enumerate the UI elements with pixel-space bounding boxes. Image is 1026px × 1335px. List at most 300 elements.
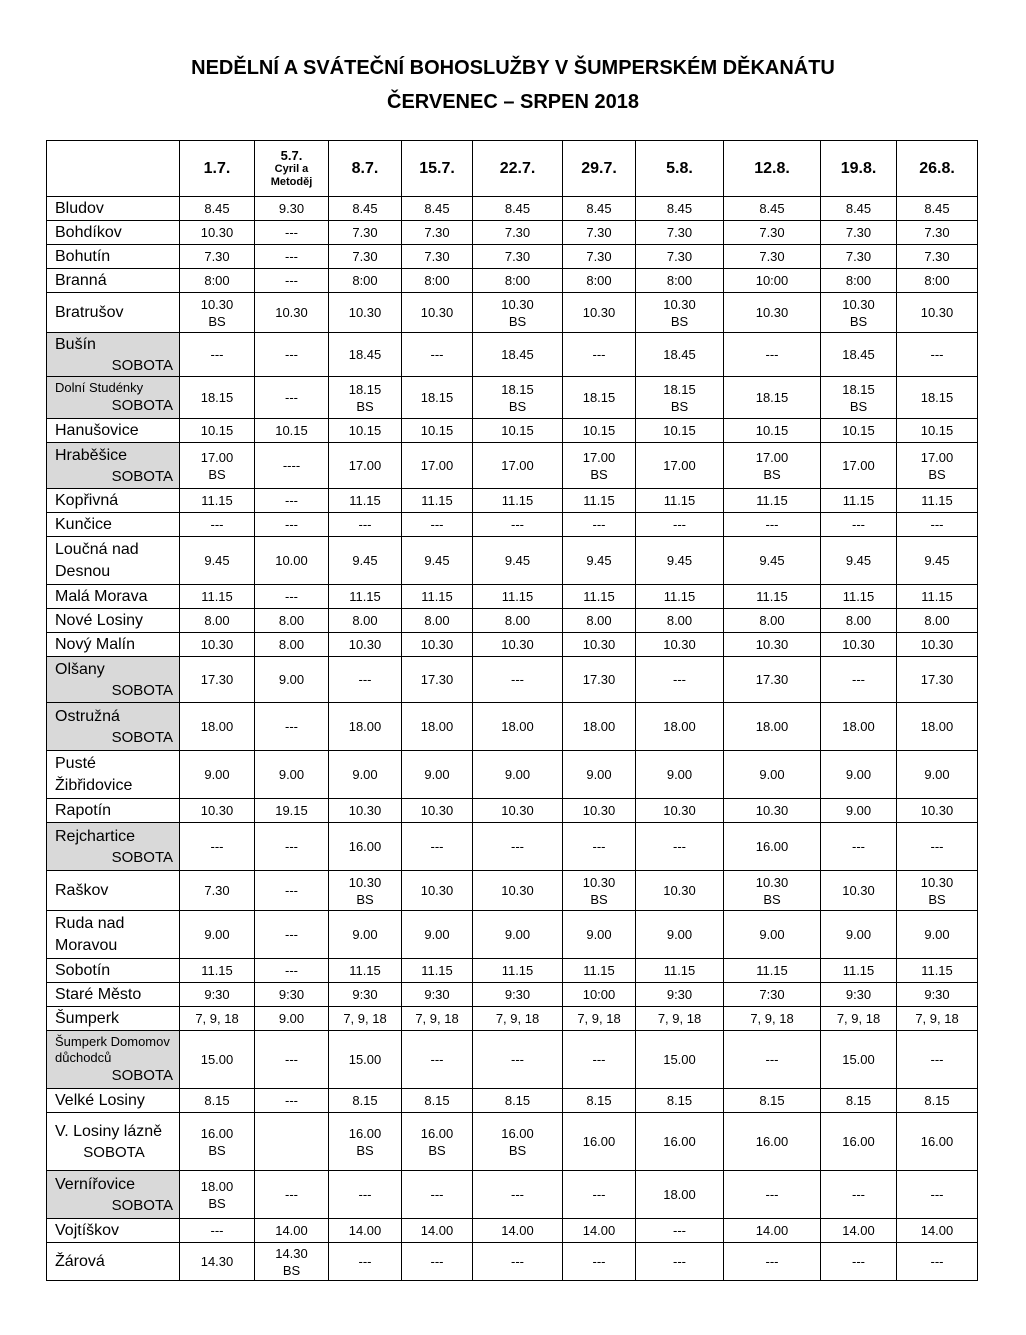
parish-label: Šumperk	[55, 1009, 120, 1027]
mass-time-cell: 10.30 BS	[821, 293, 897, 333]
mass-time-cell: ---	[897, 513, 978, 537]
mass-time-cell: 10.30	[724, 293, 821, 333]
mass-time-cell: 11.15	[636, 585, 724, 609]
mass-time-cell: 11.15	[329, 489, 402, 513]
mass-time-cell: 9.00	[897, 911, 978, 959]
mass-time-cell: 7, 9, 18	[180, 1007, 255, 1031]
mass-time-cell: ---	[724, 1171, 821, 1219]
mass-time-cell: 16.00 BS	[402, 1113, 473, 1171]
mass-time-cell: 8.15	[724, 1089, 821, 1113]
mass-time-cell	[255, 1113, 329, 1171]
mass-time-cell: 9.00	[180, 751, 255, 799]
mass-time-cell: 10.30	[563, 633, 636, 657]
mass-time-cell: 18.00	[563, 703, 636, 751]
mass-time-cell: 10.30	[563, 799, 636, 823]
parish-name	[47, 443, 180, 489]
mass-time-cell: 9.45	[563, 537, 636, 585]
mass-time-cell: 11.15	[897, 585, 978, 609]
parish-label: Ruda nad Moravou	[55, 914, 125, 954]
mass-time-cell: 18.00	[724, 703, 821, 751]
mass-time-cell: 18.45	[329, 333, 402, 377]
table-row	[47, 269, 978, 293]
mass-time-cell: ---	[255, 1171, 329, 1219]
mass-time-cell: 7.30	[897, 245, 978, 269]
mass-time-cell: 9.00	[563, 751, 636, 799]
mass-time-cell: 9.45	[180, 537, 255, 585]
mass-time-cell: 7.30	[473, 245, 563, 269]
mass-time-cell: ---	[255, 1031, 329, 1089]
mass-time-cell: 10.15	[897, 419, 978, 443]
mass-time-cell: 10.30 BS	[563, 871, 636, 911]
mass-time-cell: 10.30	[636, 799, 724, 823]
mass-time-cell: 8.45	[897, 197, 978, 221]
mass-time-cell: ---	[329, 1243, 402, 1281]
mass-time-cell: ---	[255, 911, 329, 959]
mass-time-cell: 10.15	[180, 419, 255, 443]
mass-time-cell: ---	[636, 1219, 724, 1243]
mass-time-cell: 8:00	[821, 269, 897, 293]
parish-name	[47, 911, 180, 959]
mass-time-cell: 16.00	[724, 823, 821, 871]
parish-name	[47, 1243, 180, 1281]
table-row	[47, 823, 978, 871]
page-subtitle: ČERVENEC – SRPEN 2018	[387, 91, 639, 113]
mass-time-cell: 7, 9, 18	[402, 1007, 473, 1031]
column-header: 12.8.	[724, 141, 821, 197]
mass-time-cell: 8.00	[180, 609, 255, 633]
mass-time-cell: 10.30 BS	[329, 871, 402, 911]
mass-time-cell: ---	[636, 657, 724, 703]
table-row	[47, 1113, 978, 1171]
mass-time-cell: 15.00	[180, 1031, 255, 1089]
mass-time-cell: 16.00 BS	[473, 1113, 563, 1171]
parish-label: Kunčice	[55, 515, 112, 533]
mass-time-cell: 11.15	[821, 959, 897, 983]
table-row	[47, 871, 978, 911]
mass-time-cell: 10.30	[180, 221, 255, 245]
mass-time-cell: 17.00 BS	[180, 443, 255, 489]
mass-time-cell: 18.00 BS	[180, 1171, 255, 1219]
mass-time-cell: 18.00	[402, 703, 473, 751]
mass-time-cell: 7.30	[402, 245, 473, 269]
mass-time-cell: 9:30	[180, 983, 255, 1007]
mass-time-cell: ---	[255, 269, 329, 293]
mass-time-cell: 10.15	[636, 419, 724, 443]
parish-name	[47, 245, 180, 269]
table-row	[47, 197, 978, 221]
mass-time-cell: ---	[563, 823, 636, 871]
parish-name	[47, 197, 180, 221]
mass-time-cell: ---	[255, 513, 329, 537]
parish-name	[47, 1089, 180, 1113]
column-header: 29.7.	[563, 141, 636, 197]
mass-time-cell: 9.00	[724, 911, 821, 959]
mass-time-cell: 8.15	[636, 1089, 724, 1113]
mass-time-cell: 9.00	[563, 911, 636, 959]
mass-time-cell: 9.00	[897, 751, 978, 799]
mass-time-cell: 10.15	[563, 419, 636, 443]
mass-time-cell: 8.15	[402, 1089, 473, 1113]
mass-time-cell: 11.15	[724, 959, 821, 983]
table-row	[47, 377, 978, 419]
mass-time-cell: 7.30	[402, 221, 473, 245]
mass-time-cell: 8.45	[563, 197, 636, 221]
parish-name	[47, 221, 180, 245]
mass-time-cell: 9.00	[255, 751, 329, 799]
mass-time-cell: 7.30	[821, 221, 897, 245]
mass-time-cell: 18.00	[636, 703, 724, 751]
mass-time-cell: 10.30	[724, 633, 821, 657]
mass-time-cell: 10.15	[473, 419, 563, 443]
mass-time-cell: 18.00	[821, 703, 897, 751]
parish-label: Rejchartice	[55, 827, 136, 845]
mass-time-cell: 17.00	[329, 443, 402, 489]
table-row	[47, 333, 978, 377]
mass-time-cell: ---	[180, 513, 255, 537]
column-header: 15.7.	[402, 141, 473, 197]
mass-time-cell: 14.00	[563, 1219, 636, 1243]
column-feast: Cyril a Metoděj	[270, 163, 313, 188]
mass-time-cell: 7, 9, 18	[329, 1007, 402, 1031]
mass-time-cell: 8.15	[329, 1089, 402, 1113]
mass-time-cell: 8.00	[636, 609, 724, 633]
table-row	[47, 245, 978, 269]
mass-time-cell: 10.30	[473, 799, 563, 823]
parish-label: Olšany	[55, 660, 105, 678]
mass-time-cell: ---	[897, 333, 978, 377]
parish-name	[47, 871, 180, 911]
parish-label: Žárová	[55, 1252, 105, 1270]
mass-time-cell: 14.00	[821, 1219, 897, 1243]
mass-time-cell: ---	[402, 333, 473, 377]
parish-name	[47, 489, 180, 513]
mass-time-cell: ---	[473, 1031, 563, 1089]
mass-time-cell: 10.30	[402, 871, 473, 911]
mass-time-cell: 7.30	[897, 221, 978, 245]
parish-label: Hanušovice	[55, 421, 139, 439]
parish-label: Bratrušov	[55, 303, 124, 321]
table-row	[47, 513, 978, 537]
mass-time-cell: 8:00	[402, 269, 473, 293]
mass-time-cell: 8.15	[473, 1089, 563, 1113]
mass-time-cell: 9.00	[255, 1007, 329, 1031]
mass-time-cell: 7.30	[724, 221, 821, 245]
mass-time-cell: 7.30	[329, 245, 402, 269]
mass-time-cell: ---	[563, 513, 636, 537]
table-row	[47, 293, 978, 333]
mass-time-cell: 11.15	[724, 489, 821, 513]
table-row	[47, 537, 978, 585]
table-row	[47, 751, 978, 799]
mass-time-cell: ----	[255, 443, 329, 489]
mass-time-cell: ---	[636, 513, 724, 537]
mass-time-cell: 11.15	[636, 489, 724, 513]
parish-name	[47, 513, 180, 537]
parish-name	[47, 1113, 180, 1171]
mass-time-cell: 10.30	[180, 633, 255, 657]
parish-label: Vernířovice	[55, 1175, 136, 1193]
mass-time-cell: 10.15	[821, 419, 897, 443]
mass-time-cell: 10:00	[724, 269, 821, 293]
mass-time-cell: 10.30	[821, 633, 897, 657]
mass-time-cell: 11.15	[402, 585, 473, 609]
mass-time-cell: ---	[402, 513, 473, 537]
parish-label: V. Losiny lázně	[55, 1122, 163, 1140]
mass-time-cell: 16.00 BS	[329, 1113, 402, 1171]
mass-time-cell: 11.15	[329, 585, 402, 609]
mass-time-cell: 8.00	[724, 609, 821, 633]
mass-time-cell: ---	[180, 333, 255, 377]
mass-time-cell: 9.00	[402, 911, 473, 959]
mass-time-cell: 9.45	[724, 537, 821, 585]
mass-time-cell: 7, 9, 18	[473, 1007, 563, 1031]
mass-time-cell: 11.15	[563, 959, 636, 983]
mass-time-cell: ---	[180, 1219, 255, 1243]
table-row	[47, 633, 978, 657]
mass-time-cell: 10.30	[563, 293, 636, 333]
mass-time-cell: 8:00	[563, 269, 636, 293]
mass-time-cell: ---	[724, 513, 821, 537]
mass-time-cell: 10.30	[636, 633, 724, 657]
mass-time-cell: 11.15	[329, 959, 402, 983]
mass-time-cell: 8:00	[329, 269, 402, 293]
mass-time-cell: 11.15	[724, 585, 821, 609]
mass-time-cell: 7.30	[636, 245, 724, 269]
mass-time-cell: 14.30 BS	[255, 1243, 329, 1281]
mass-time-cell: 11.15	[180, 959, 255, 983]
mass-time-cell: ---	[473, 823, 563, 871]
table-row	[47, 489, 978, 513]
mass-time-cell: 10.30 BS	[636, 293, 724, 333]
parish-name	[47, 633, 180, 657]
mass-time-cell: ---	[329, 1171, 402, 1219]
table-row	[47, 911, 978, 959]
mass-time-cell: 10.30	[821, 871, 897, 911]
parish-label: Staré Město	[55, 985, 142, 1003]
mass-time-cell: 8.45	[402, 197, 473, 221]
mass-time-cell: ---	[473, 1243, 563, 1281]
mass-time-cell: 18.45	[636, 333, 724, 377]
mass-time-cell: 9:30	[255, 983, 329, 1007]
table-row	[47, 1171, 978, 1219]
mass-time-cell: 8.00	[821, 609, 897, 633]
mass-time-cell: 17.30	[180, 657, 255, 703]
mass-time-cell: ---	[897, 1243, 978, 1281]
mass-time-cell: 9:30	[636, 983, 724, 1007]
mass-time-cell: ---	[255, 871, 329, 911]
mass-time-cell: ---	[473, 1171, 563, 1219]
parish-label: Bohutín	[55, 247, 111, 265]
mass-time-cell: ---	[402, 823, 473, 871]
mass-time-cell: 10.30	[329, 293, 402, 333]
parish-name	[47, 1031, 180, 1089]
mass-time-cell: ---	[563, 333, 636, 377]
column-header	[255, 141, 329, 197]
mass-time-cell: 14.00	[255, 1219, 329, 1243]
mass-time-cell: 18.15 BS	[329, 377, 402, 419]
mass-time-cell: ---	[329, 513, 402, 537]
column-header: 8.7.	[329, 141, 402, 197]
mass-time-cell: 10.30 BS	[473, 293, 563, 333]
mass-time-cell: 18.00	[473, 703, 563, 751]
mass-time-cell: 9.00	[329, 911, 402, 959]
mass-time-cell: 10.30	[402, 799, 473, 823]
mass-time-cell: 9:30	[821, 983, 897, 1007]
mass-time-cell: 18.45	[821, 333, 897, 377]
mass-time-cell: 10.30	[402, 293, 473, 333]
mass-time-cell: 15.00	[821, 1031, 897, 1089]
table-row	[47, 799, 978, 823]
mass-time-cell: 9.00	[636, 911, 724, 959]
mass-time-cell: ---	[724, 1243, 821, 1281]
mass-time-cell: 10.15	[329, 419, 402, 443]
parish-name	[47, 537, 180, 585]
mass-time-cell: ---	[821, 1171, 897, 1219]
parish-label: Bohdíkov	[55, 223, 122, 241]
mass-time-cell: 11.15	[821, 489, 897, 513]
parish-name	[47, 703, 180, 751]
mass-time-cell: 9:30	[329, 983, 402, 1007]
table-row	[47, 221, 978, 245]
mass-time-cell: 16.00	[329, 823, 402, 871]
mass-time-cell: 17.30	[563, 657, 636, 703]
mass-time-cell: 17.30	[897, 657, 978, 703]
mass-time-cell: 11.15	[563, 489, 636, 513]
mass-time-cell: 11.15	[897, 959, 978, 983]
mass-time-cell: ---	[473, 657, 563, 703]
mass-time-cell: ---	[255, 333, 329, 377]
mass-time-cell: 11.15	[897, 489, 978, 513]
mass-time-cell: 10.15	[724, 419, 821, 443]
table-row	[47, 609, 978, 633]
mass-time-cell: 11.15	[402, 489, 473, 513]
mass-time-cell: 8.15	[821, 1089, 897, 1113]
mass-time-cell: 11.15	[563, 585, 636, 609]
mass-time-cell: 10:00	[563, 983, 636, 1007]
mass-time-cell: 11.15	[180, 489, 255, 513]
mass-time-cell: 7.30	[563, 245, 636, 269]
mass-time-cell: ---	[255, 489, 329, 513]
mass-time-cell: 8.00	[255, 633, 329, 657]
schedule-table	[46, 140, 978, 1281]
mass-time-cell: 14.00	[402, 1219, 473, 1243]
mass-time-cell: 9.30	[255, 197, 329, 221]
mass-time-cell: 11.15	[473, 959, 563, 983]
table-row	[47, 1219, 978, 1243]
mass-time-cell: 8.45	[329, 197, 402, 221]
saturday-label: SOBOTA	[111, 396, 173, 414]
column-date: 5.7.	[280, 148, 303, 163]
mass-time-cell: 18.15 BS	[821, 377, 897, 419]
mass-time-cell: 8.00	[329, 609, 402, 633]
mass-time-cell: 17.00 BS	[563, 443, 636, 489]
mass-time-cell: 9.00	[473, 911, 563, 959]
mass-time-cell: 9.45	[636, 537, 724, 585]
mass-time-cell: 15.00	[329, 1031, 402, 1089]
parish-label: Nové Losiny	[55, 611, 144, 629]
mass-time-cell: 8:00	[636, 269, 724, 293]
mass-time-cell: 9.00	[255, 657, 329, 703]
mass-time-cell: 19.15	[255, 799, 329, 823]
table-row	[47, 703, 978, 751]
mass-time-cell: ---	[821, 1243, 897, 1281]
parish-label: Bludov	[55, 199, 104, 217]
mass-time-cell: 16.00	[636, 1113, 724, 1171]
mass-time-cell: 10.30 BS	[180, 293, 255, 333]
mass-time-cell: 10.15	[255, 419, 329, 443]
mass-time-cell: 9.45	[897, 537, 978, 585]
mass-time-cell: 17.30	[724, 657, 821, 703]
mass-time-cell: 11.15	[821, 585, 897, 609]
mass-time-cell: 7:30	[724, 983, 821, 1007]
column-header: 5.8.	[636, 141, 724, 197]
mass-time-cell: 7.30	[329, 221, 402, 245]
table-row	[47, 1031, 978, 1089]
mass-time-cell: ---	[563, 1243, 636, 1281]
parish-label: Vojtíškov	[55, 1221, 120, 1239]
parish-name	[47, 823, 180, 871]
mass-time-cell: 7.30	[563, 221, 636, 245]
mass-time-cell: 7.30	[636, 221, 724, 245]
mass-time-cell: ---	[563, 1031, 636, 1089]
mass-time-cell: 17.00	[636, 443, 724, 489]
mass-time-cell: 9.45	[329, 537, 402, 585]
saturday-label: SOBOTA	[111, 681, 173, 699]
mass-time-cell: ---	[563, 1171, 636, 1219]
parish-label: Sobotín	[55, 961, 111, 979]
mass-time-cell: ---	[724, 1031, 821, 1089]
mass-time-cell: 10.30 BS	[724, 871, 821, 911]
mass-time-cell: 11.15	[473, 489, 563, 513]
parish-label: Bušín	[55, 335, 96, 353]
mass-time-cell: 9:30	[473, 983, 563, 1007]
parish-label: Rapotín	[55, 801, 112, 819]
mass-time-cell: 16.00	[563, 1113, 636, 1171]
mass-time-cell: ---	[897, 1031, 978, 1089]
mass-time-cell: 8:00	[897, 269, 978, 293]
saturday-label: SOBOTA	[111, 467, 173, 485]
mass-time-cell: 18.15	[897, 377, 978, 419]
mass-time-cell: 17.00	[402, 443, 473, 489]
mass-time-cell: 10.30 BS	[897, 871, 978, 911]
mass-time-cell: 10.30	[329, 633, 402, 657]
mass-time-cell: 8.45	[724, 197, 821, 221]
parish-name	[47, 419, 180, 443]
mass-time-cell: ---	[180, 823, 255, 871]
mass-time-cell: 10.15	[402, 419, 473, 443]
mass-time-cell: ---	[255, 585, 329, 609]
mass-time-cell: 18.15 BS	[473, 377, 563, 419]
mass-time-cell: 9.45	[402, 537, 473, 585]
table-row	[47, 585, 978, 609]
table-row	[47, 443, 978, 489]
mass-time-cell: 14.30	[180, 1243, 255, 1281]
mass-time-cell: 8.00	[473, 609, 563, 633]
mass-time-cell: ---	[255, 823, 329, 871]
mass-time-cell: ---	[402, 1243, 473, 1281]
parish-name	[47, 799, 180, 823]
table-row	[47, 1089, 978, 1113]
parish-label: Branná	[55, 271, 107, 289]
parish-label: Raškov	[55, 881, 109, 899]
mass-time-cell: 10.30	[636, 871, 724, 911]
mass-time-cell: 8.45	[473, 197, 563, 221]
parish-label: Hraběšice	[55, 446, 128, 464]
mass-time-cell: ---	[636, 1243, 724, 1281]
mass-time-cell: 17.00 BS	[897, 443, 978, 489]
mass-time-cell: 10.30	[897, 799, 978, 823]
header-row	[47, 141, 978, 197]
